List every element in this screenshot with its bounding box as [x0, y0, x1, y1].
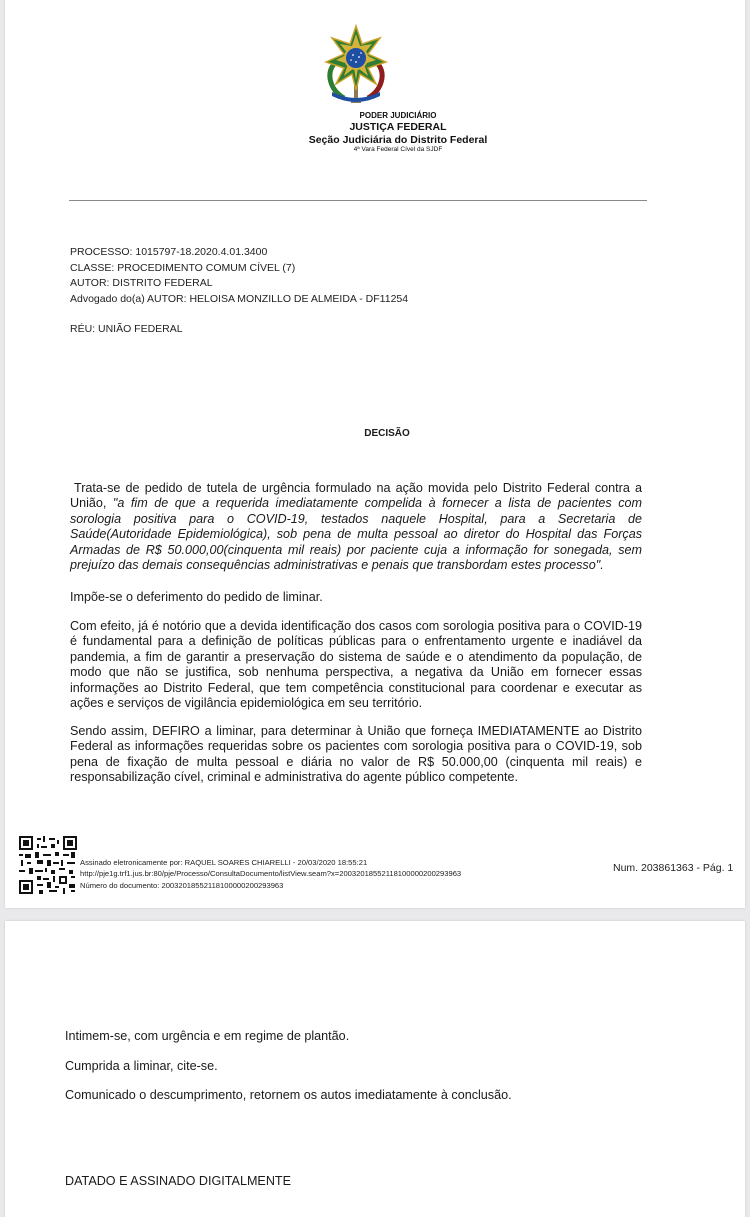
header-line-2: JUSTIÇA FEDERAL — [349, 121, 447, 133]
paragraph-2: Impõe-se o deferimento do pedido de liminar. — [70, 590, 323, 604]
autor-line: AUTOR: DISTRITO FEDERAL — [70, 277, 213, 289]
header-line-4: 4ª Vara Federal Cível da SJDF — [353, 146, 443, 153]
page2-line-2: Cumprida a liminar, cite-se. — [65, 1059, 218, 1073]
signature-signer: Assinado eletronicamente por: RAQUEL SOARES CHIARELLI - 20/03/2020 18:55:21 — [80, 858, 368, 867]
processo-line: PROCESSO: 1015797-18.2020.4.01.3400 — [70, 246, 268, 258]
signature-url: http://pje1g.trf1.jus.br:80/pje/Processo/ConsultaDocumento/listView.seam?x=20032018552118100000200293963 — [80, 869, 462, 879]
electronic-signature — [80, 857, 461, 891]
paragraph-1 — [70, 481, 642, 573]
classe-line: CLASSE: PROCEDIMENTO COMUM CÍVEL (7) — [70, 261, 296, 274]
document-page-1 — [5, 0, 745, 908]
page2-signature-note: DATADO E ASSINADO DIGITALMENTE — [65, 1174, 292, 1188]
paragraph-3: Com efeito, já é notório que a devida identificação dos casos com sorologia positiva para o COVID-19 é fundamental para a definição de políticas públicas para o enfrentamento urgente e inadiável da pandemia, a fim de garantir a preservação do sistema de saúde e o atendimento da população, de modo que não se justifica, sob nenhuma perspectiva, a negativa da União em fornecer essas informações ao Distrito Federal, que tem competência constitucional para coordenar e executar as ações e serviços de vigilância epidemiológica em seu território. — [70, 619, 642, 711]
header-line-3: Seção Judiciária do Distrito Federal — [308, 133, 488, 146]
court-header — [5, 112, 745, 154]
case-metadata — [70, 245, 408, 307]
brazil-coat-of-arms-icon — [320, 24, 392, 108]
header-divider — [69, 200, 647, 201]
document-title: DECISÃO — [364, 428, 410, 439]
qr-code-icon — [19, 836, 77, 894]
reu-line: RÉU: UNIÃO FEDERAL — [70, 323, 183, 335]
paragraph-4: Sendo assim, DEFIRO a liminar, para determinar à União que forneça IMEDIATAMENTE ao Distrito Federal as informações requeridas sobre os pacientes com sorologia positiva para o COVID-19, sob pena de fixação de multa pessoal e diária no valor de R$ 50.000,00 (cinquenta mil reais) e responsabilização cível, criminal e administrativa do agente público competente. — [70, 724, 642, 785]
page2-line-1: Intimem-se, com urgência e em regime de plantão. — [65, 1029, 350, 1043]
advogado-line: Advogado do(a) AUTOR: HELOISA MONZILLO DE ALMEIDA - DF11254 — [70, 292, 409, 305]
header-line-1: PODER JUDICIÁRIO — [359, 111, 437, 120]
paragraph-1-quote: "a fim de que a requerida imediatamente compelida à fornecer a lista de pacientes com sorologia positiva para o COVID-19, testados naquele Hospital, para a Secretaria de Saúde(Autoridade Epidemiológica), sob pena de multa pessoal ao diretor do Hospital das Forças Armadas de R$ 50.000,00(cinquenta mil reais) por paciente cuja a informação for sonegada, sem prejuízo das demais consequências administrativas e penais que transbordam estes processo". — [70, 496, 642, 573]
page2-line-3: Comunicado o descumprimento, retornem os autos imediatamente à conclusão. — [65, 1088, 512, 1102]
paragraph-1-intro: Trata-se de pedido de tutela de urgência formulado na ação movida pelo Distrito Federal contra a União, — [70, 481, 642, 511]
signature-document-number: Número do documento: 20032018552118100000200293963 — [80, 880, 284, 890]
page-number: Num. 203861363 - Pág. 1 — [613, 862, 734, 874]
